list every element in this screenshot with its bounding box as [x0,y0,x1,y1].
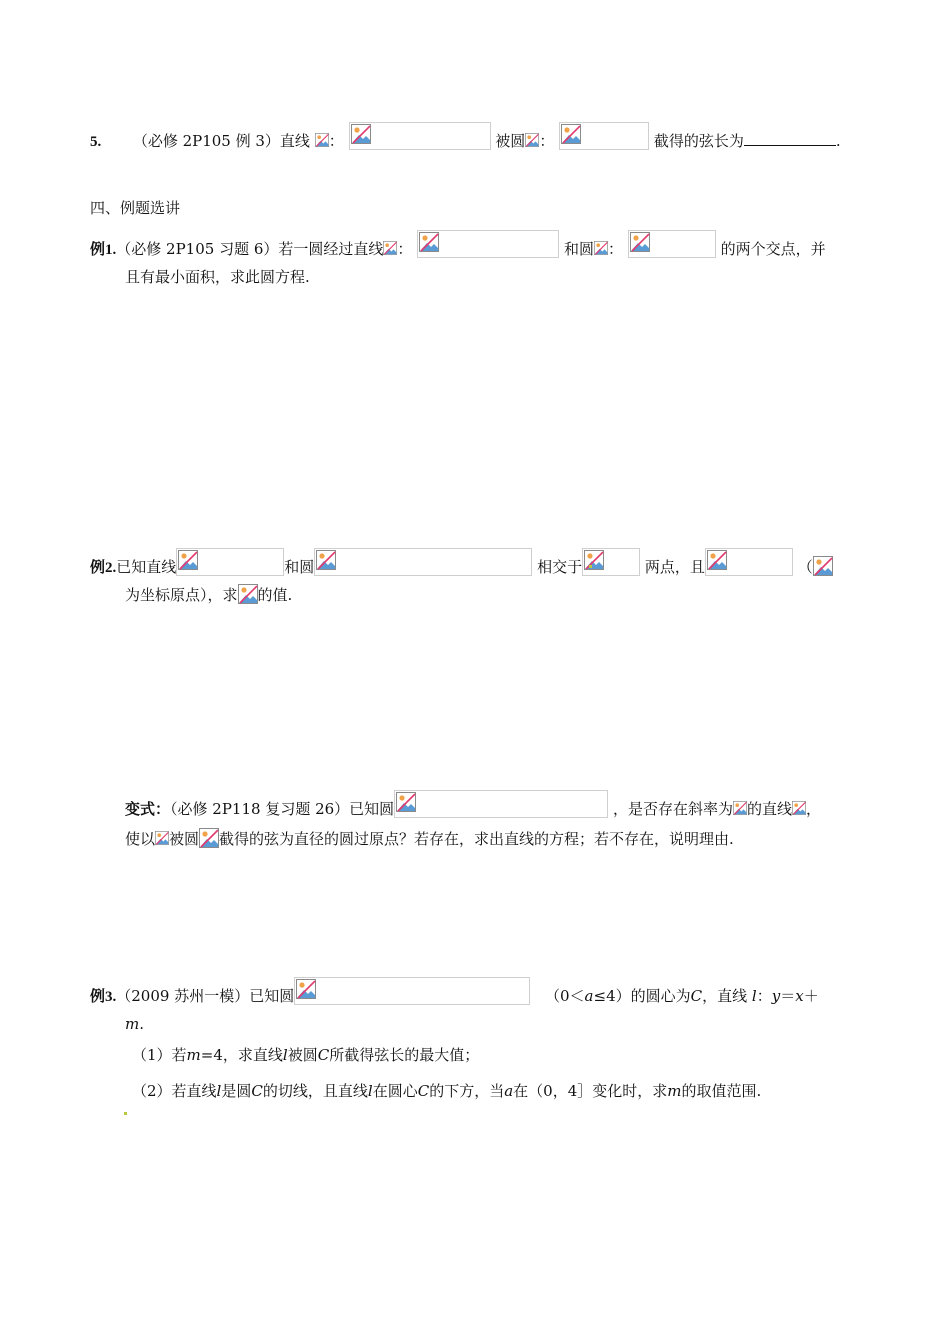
colon-text: ： [397,240,413,258]
example-text: ： [756,987,772,1005]
broken-image-placeholder [559,122,649,150]
example-text: 和圆 [284,558,315,576]
example-label: 例1. [90,242,117,258]
question-text: 截得的弦长为 [653,132,744,150]
example-text: 的两个交点，并 [720,240,826,258]
variable-l: l [282,1046,288,1064]
period: . [835,132,841,150]
example-text: （2）若直线 [132,1082,217,1100]
example-text: 的取值范围. [681,1082,762,1100]
example-text: ≤4）的圆心为 [593,987,691,1005]
variant-text: （必修 2P118 复习题 26）已知圆 [170,800,395,818]
example-text: （ [797,558,813,576]
variant-text: 的直线 [746,800,792,818]
example-text: 是圆 [221,1082,252,1100]
variable-y: y [771,987,781,1005]
variant-line-2 [125,827,734,851]
question-number: 5. [90,134,102,150]
colon-text: ： [607,240,623,258]
broken-image-icon [383,238,397,258]
variable-m: m [125,1015,140,1033]
example-1-line [90,230,826,258]
variant-text: 使以 [125,830,156,848]
variant-text: 被圆 [169,830,200,848]
question-5-line [90,122,841,150]
broken-image-icon [525,130,539,150]
period: . [139,1015,145,1033]
variable-l: l [216,1082,222,1100]
question-text: 被圆 [495,132,526,150]
broken-image-placeholder [314,548,532,576]
example-text: 已知直线 [116,558,177,576]
example-2-line [90,548,833,576]
broken-image-placeholder [705,548,793,576]
example-text: 和圆 [563,240,594,258]
answer-blank[interactable] [744,129,836,146]
example-text: 的切线，且直线 [262,1082,368,1100]
example-text: 的值. [257,586,293,604]
example-text: （1）若 [132,1046,187,1064]
section-heading: 四、例题选讲 [90,199,181,217]
broken-image-placeholder [349,122,491,150]
variant-text: 截得的弦为直径的圆过原点？若存在，求出直线的方程；若不存在，说明理由. [219,830,734,848]
example-3-part-1 [132,1043,479,1067]
example-text: ＋ [803,987,819,1005]
broken-image-placeholder [582,548,640,576]
example-text: ，直线 [702,987,748,1005]
variable-C: C [251,1082,263,1100]
variant-text: ， [806,800,822,818]
colon-text: ： [328,132,344,150]
example-text: 两点，且 [644,558,705,576]
variable-C: C [690,987,703,1005]
example-label: 例3. [90,989,117,1005]
example-text: 在圆心 [372,1082,418,1100]
example-text: 被圆 [287,1046,318,1064]
example-label: 例2. [90,560,117,576]
example-text: 所截得弦长的最大值； [329,1046,480,1064]
broken-image-placeholder [628,230,716,258]
example-text: 于 [567,558,583,576]
example-text: （2009 苏州一模）已知圆 [116,987,295,1005]
example-2-line-2 [125,583,292,607]
example-3-line-2 [125,1012,144,1036]
variant-label: 变式： [125,802,171,818]
variable-m: m [186,1046,201,1064]
variant-line [125,790,822,818]
question-text: （必修 2P105 例 3）直线 [132,132,310,150]
example-3-part-2 [132,1079,761,1103]
variable-l: l [367,1082,373,1100]
example-text: 的下方，当 [429,1082,505,1100]
stray-dot [124,1112,127,1115]
broken-image-icon [199,828,219,848]
variable-a: a [504,1082,514,1100]
stray-dot [589,565,592,568]
variant-text: ，是否存在斜率为 [612,800,733,818]
variable-l: l [751,987,757,1005]
variable-m: m [667,1082,682,1100]
example-text: 为坐标原点），求 [125,586,238,604]
variable-a: a [584,987,594,1005]
broken-image-icon [155,828,169,848]
variable-C: C [317,1046,330,1064]
example-text: 在（0，4］变化时，求 [513,1082,668,1100]
broken-image-placeholder [417,230,559,258]
broken-image-icon [238,584,258,604]
example-text: （必修 2P105 习题 6）若一圆经过直线 [116,240,384,258]
example-text: （0＜ [545,987,585,1005]
broken-image-placeholder [394,790,608,818]
example-1-line-2: 且有最小面积，求此圆方程. [125,268,310,286]
variable-C: C [417,1082,430,1100]
example-text: 相交 [537,558,568,576]
colon-text: ： [539,132,555,150]
broken-image-icon [813,556,833,576]
example-text: =4，求直线 [200,1046,283,1064]
broken-image-icon [733,798,747,818]
broken-image-placeholder [176,548,284,576]
broken-image-icon [315,130,329,150]
example-3-line [90,977,819,1005]
broken-image-icon [594,238,608,258]
example-text: ＝ [780,987,796,1005]
broken-image-placeholder [294,977,530,1005]
broken-image-icon [792,798,806,818]
variable-x: x [795,987,804,1005]
